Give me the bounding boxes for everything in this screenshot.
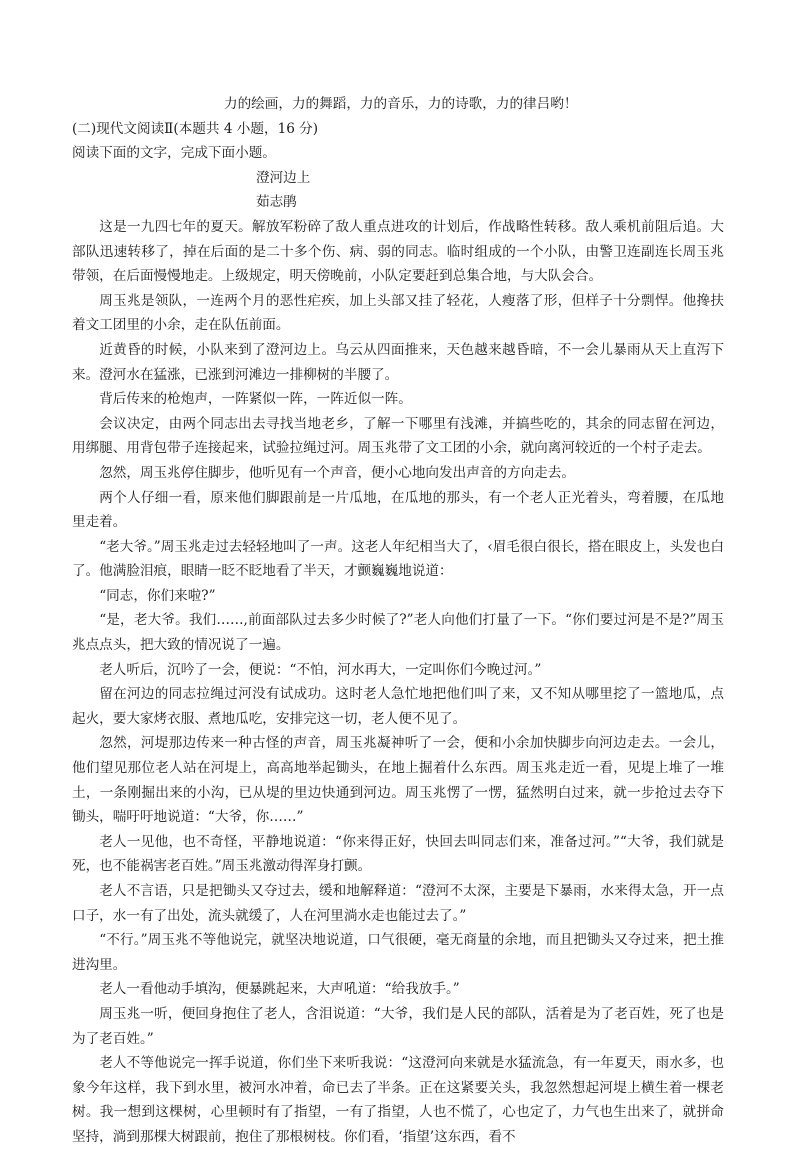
paragraph: 这是一九四七年的夏天。解放军粉碎了敌人重点进攻的计划后，作战略性转移。敌人乘机前阻后追。大部队迅速转移了，掉在后面的是二十多个伤、病、弱的同志。临时组成的一个小队，由警卫连副连长周玉兆带领，在后面慢慢地走。上级规定，明天傍晚前，小队定要赶到总集合地，与大队会合。 (72, 218, 724, 285)
paragraph: 忽然，河堤那边传来一种古怪的声音，周玉兆凝神听了一会，便和小余加快脚步向河边走去。一会儿，他们望见那位老人站在河堤上，高高地举起锄头，在地上掘着什么东西。周玉兆走近一看，见堤上堆了一堆土，一条刚掘出来的小沟，已从堤的里边快通到河边。周玉兆愣了一愣，猛然明白过来，就一步抢过去夺下锄头，喘吁吁地说道：“大爷，你……” (72, 735, 724, 826)
paragraph: 周玉兆一听，便回身抱住了老人，含泪说道：“大爷，我们是人民的部队，活着是为了老百姓，死了也是为了老百姓。” (72, 1005, 724, 1047)
paragraph: 两个人仔细一看，原来他们脚跟前是一片瓜地，在瓜地的那头，有一个老人正光着头，弯着腰，在瓜地里走着。 (72, 489, 724, 531)
paragraph: 留在河边的同志拉绳过河没有试成功。这时老人急忙地把他们叫了来，又不知从哪里挖了一篮地瓜，点起火，要大家烤衣服、煮地瓜吃，安排完这一切，老人便不见了。 (72, 686, 724, 727)
passage-body (72, 215, 724, 1150)
paragraph: 老人听后，沉吟了一会，便说：“不怕，河水再大，一定叫你们今晚过河。” (99, 661, 542, 678)
paragraph: 周玉兆是领队，一连两个月的恶性疟疾，加上头部又挂了轻花，人瘦落了形，但样子十分剽悍。他搀扶着文工团里的小余，走在队伍前面。 (72, 292, 724, 334)
instruction: 阅读下面的文字，完成下面小题。 (72, 145, 276, 162)
paragraph: 会议决定，由两个同志出去寻找当地老乡，了解一下哪里有浅滩，并搞些吃的，其余的同志留在河边，用绑腿、用背包带子连接起来，试验拉绳过河。周玉兆带了文工团的小余，就向离河较近的一个村子走去。 (72, 415, 724, 457)
paragraph: 老人不言语，只是把锄头又夺过去，缓和地解释道：“澄河不太深，主要是下暴雨，水来得太急，开一点口子，水一有了出处，流头就缓了，人在河里淌水走也能过去了。” (72, 883, 724, 924)
paragraph: 老人一见他，也不奇怪，平静地说道：“你来得正好，快回去叫同志们来，准备过河。”“大爷，我们就是死，也不能祸害老百姓。”周玉兆激动得浑身打颤。 (72, 833, 724, 875)
paragraph: 近黄昏的时候，小队来到了澄河边上。乌云从四面推来，天色越来越昏暗，不一会儿暴雨从天上直泻下来。澄河水在猛涨，已涨到河滩边一排柳树的半腰了。 (72, 341, 724, 383)
paragraph: 老人一看他动手填沟，便暴跳起来，大声吼道：“给我放手。” (99, 981, 460, 998)
top-line: 力的绘画，力的舞蹈，力的音乐，力的诗歌，力的律吕哟！ (224, 96, 578, 112)
passage-title: 澄河边上 (256, 169, 311, 186)
paragraph: “不行。”周玉兆不等他说完，就坚决地说道，口气很硬，毫无商量的余地，而且把锄头又夺过来，把土推进沟里。 (72, 932, 724, 973)
paragraph: “同志，你们来啦?” (99, 587, 216, 604)
section-header: (二)现代文阅读Ⅱ(本题共 4 小题，16 分) (72, 120, 319, 137)
paragraph: 忽然，周玉兆停住脚步，他听见有一个声音，便小心地向发出声音的方向走去。 (99, 464, 575, 481)
paragraph: “是，老大爷。我们……,前面部队过去多少时候了?”老人向他们打量了一下。“你们要过河是不是?”周玉兆点点头，把大致的情况说了一遍。 (72, 612, 724, 654)
paragraph: 背后传来的枪炮声，一阵紧似一阵，一阵近似一阵。 (99, 391, 412, 408)
passage-author: 茹志鹃 (256, 194, 297, 211)
paragraph: “老大爷。”周玉兆走过去轻轻地叫了一声。这老人年纪相当大了，‹眉毛很白很长，搭在眼皮上，头发也白了。他满脸泪痕，眼睛一眨不眨地看了半天，才颤巍巍地说道： (72, 538, 724, 580)
paragraph: 老人不等他说完一挥手说道，你们坐下来听我说：“这澄河向来就是水猛流急，有一年夏天，雨水多，也象今年这样，我下到水里，被河水冲着，命已去了半条。正在这紧要关头，我忽然想起河堤上横生着一棵老树。我一想到这棵树，心里顿时有了指望，一有了指望，人也不慌了，心也定了，力气也生出来了，就拼命坚持，淌到那棵大树跟前，抱住了那根树枝。你们看，‘指望’这东西，看不 (72, 1055, 724, 1145)
